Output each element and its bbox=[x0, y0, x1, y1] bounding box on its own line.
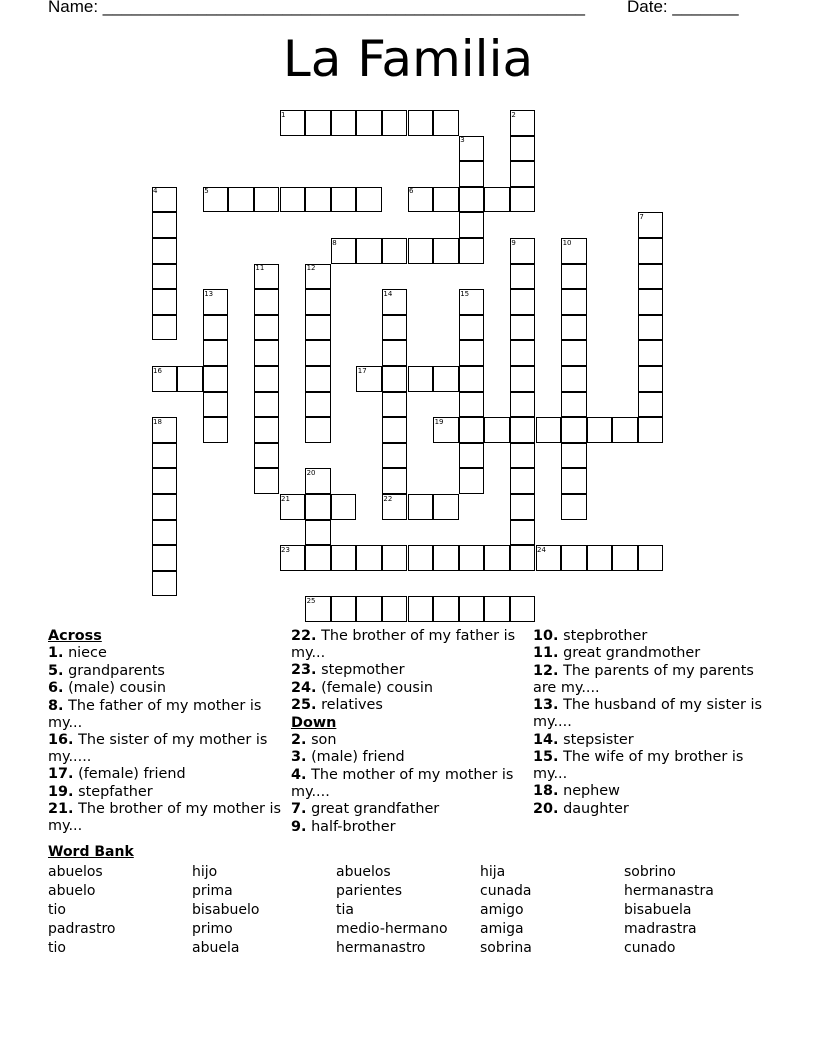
grid-cell[interactable] bbox=[408, 596, 434, 622]
grid-cell[interactable] bbox=[561, 315, 587, 341]
clue-down-18: 18. nephew bbox=[533, 783, 620, 800]
grid-cell[interactable] bbox=[331, 187, 357, 213]
word-bank-item: abuela bbox=[192, 940, 240, 956]
across-heading: Across bbox=[48, 628, 102, 644]
clue-number-label: 24 bbox=[537, 545, 546, 554]
grid-cell[interactable] bbox=[433, 596, 459, 622]
grid-cell[interactable] bbox=[561, 264, 587, 290]
word-bank-item: prima bbox=[192, 883, 233, 899]
grid-cell[interactable] bbox=[203, 366, 229, 392]
grid-cell[interactable] bbox=[484, 417, 510, 443]
grid-cell[interactable] bbox=[152, 571, 178, 597]
word-bank-item: abuelo bbox=[48, 883, 96, 899]
word-bank-item: amiga bbox=[480, 921, 524, 937]
word-bank-item: cunada bbox=[480, 883, 532, 899]
grid-cell[interactable] bbox=[305, 340, 331, 366]
word-bank-item: medio-hermano bbox=[336, 921, 448, 937]
clue-number-label: 21 bbox=[281, 494, 290, 503]
grid-cell[interactable] bbox=[152, 494, 178, 520]
clue-number-label: 16 bbox=[153, 366, 162, 375]
grid-cell[interactable] bbox=[152, 520, 178, 546]
grid-cell[interactable] bbox=[152, 289, 178, 315]
word-bank-item: tio bbox=[48, 902, 66, 918]
clue-across-21: 21. The brother of my mother is my... bbox=[48, 801, 282, 835]
grid-cell[interactable] bbox=[459, 340, 485, 366]
grid-cell[interactable] bbox=[459, 417, 485, 443]
grid-cell[interactable] bbox=[177, 366, 203, 392]
clue-down-4: 4. The mother of my mother is my.... bbox=[291, 766, 514, 800]
word-bank-item: madrastra bbox=[624, 921, 697, 937]
word-bank-item: primo bbox=[192, 921, 233, 937]
grid-cell[interactable] bbox=[408, 238, 434, 264]
grid-cell[interactable] bbox=[356, 545, 382, 571]
grid-cell[interactable] bbox=[152, 315, 178, 341]
grid-cell[interactable] bbox=[305, 520, 331, 546]
grid-cell[interactable] bbox=[433, 494, 459, 520]
clue-number-label: 25 bbox=[306, 596, 316, 605]
grid-cell[interactable] bbox=[382, 366, 408, 392]
grid-cell[interactable] bbox=[254, 187, 280, 213]
word-bank-item: parientes bbox=[336, 883, 402, 899]
clue-across-17: 17. (female) friend bbox=[48, 766, 186, 783]
grid-cell[interactable] bbox=[152, 443, 178, 469]
word-bank-item: hija bbox=[480, 864, 506, 880]
name-field-label: Name: ___________________________________________________ bbox=[48, 0, 585, 16]
grid-cell[interactable] bbox=[408, 366, 434, 392]
word-bank-item: hermanastra bbox=[624, 883, 714, 899]
clues-column-1 bbox=[48, 628, 284, 836]
grid-cell[interactable] bbox=[356, 187, 382, 213]
grid-cell[interactable] bbox=[510, 443, 536, 469]
word-bank-item: padrastro bbox=[48, 921, 116, 937]
grid-cell[interactable] bbox=[382, 392, 408, 418]
grid-cell[interactable] bbox=[510, 289, 536, 315]
clue-number-label: 12 bbox=[306, 264, 316, 273]
grid-cell[interactable] bbox=[561, 392, 587, 418]
clue-down-7: 7. great grandfather bbox=[291, 801, 440, 818]
grid-cell[interactable] bbox=[331, 110, 357, 136]
clue-across-25: 25. relatives bbox=[291, 697, 383, 714]
clue-down-10: 10. stepbrother bbox=[533, 628, 648, 644]
clues-column-3 bbox=[533, 628, 769, 818]
grid-cell[interactable] bbox=[228, 187, 254, 213]
grid-cell[interactable] bbox=[510, 366, 536, 392]
grid-cell[interactable] bbox=[382, 417, 408, 443]
clue-down-9: 9. half-brother bbox=[291, 818, 396, 835]
clue-number-label: 10 bbox=[562, 238, 572, 247]
grid-cell[interactable] bbox=[433, 187, 459, 213]
grid-cell[interactable] bbox=[331, 596, 357, 622]
grid-cell[interactable] bbox=[638, 264, 664, 290]
grid-cell[interactable] bbox=[561, 289, 587, 315]
clue-number-label: 1 bbox=[281, 110, 286, 119]
grid-cell[interactable] bbox=[459, 545, 485, 571]
grid-cell[interactable] bbox=[459, 212, 485, 238]
grid-cell[interactable] bbox=[254, 315, 280, 341]
grid-cell[interactable] bbox=[305, 494, 331, 520]
grid-cell[interactable] bbox=[408, 545, 434, 571]
grid-cell[interactable] bbox=[484, 187, 510, 213]
grid-cell[interactable] bbox=[305, 366, 331, 392]
word-bank-item: amigo bbox=[480, 902, 524, 918]
grid-cell[interactable] bbox=[152, 468, 178, 494]
grid-cell[interactable] bbox=[638, 366, 664, 392]
clue-number-label: 19 bbox=[434, 417, 444, 426]
grid-cell[interactable] bbox=[459, 187, 485, 213]
grid-cell[interactable] bbox=[510, 340, 536, 366]
grid-cell[interactable] bbox=[561, 494, 587, 520]
clue-number-label: 20 bbox=[306, 468, 316, 477]
grid-cell[interactable] bbox=[510, 264, 536, 290]
clue-number-label: 9 bbox=[511, 238, 516, 247]
grid-cell[interactable] bbox=[331, 545, 357, 571]
grid-cell[interactable] bbox=[382, 315, 408, 341]
clue-across-8: 8. The father of my mother is my... bbox=[48, 697, 262, 731]
grid-cell[interactable] bbox=[459, 161, 485, 187]
grid-cell[interactable] bbox=[203, 392, 229, 418]
grid-cell[interactable] bbox=[305, 289, 331, 315]
clue-across-24: 24. (female) cousin bbox=[291, 679, 433, 696]
grid-cell[interactable] bbox=[356, 110, 382, 136]
grid-cell[interactable] bbox=[203, 417, 229, 443]
clue-number-label: 22 bbox=[383, 494, 393, 503]
clue-down-11: 11. great grandmother bbox=[533, 645, 701, 662]
grid-cell[interactable] bbox=[331, 494, 357, 520]
clue-across-16: 16. The sister of my mother is my..... bbox=[48, 731, 268, 765]
grid-cell[interactable] bbox=[356, 238, 382, 264]
grid-cell[interactable] bbox=[638, 417, 664, 443]
word-bank-item: hijo bbox=[192, 864, 218, 880]
clue-number-label: 5 bbox=[204, 187, 209, 196]
clue-across-6: 6. (male) cousin bbox=[48, 680, 167, 697]
grid-cell[interactable] bbox=[382, 468, 408, 494]
word-bank-item: sobrina bbox=[480, 940, 532, 956]
grid-cell[interactable] bbox=[433, 238, 459, 264]
clue-across-22: 22. The brother of my father is my... bbox=[291, 628, 516, 661]
grid-cell[interactable] bbox=[433, 545, 459, 571]
clue-number-label: 23 bbox=[281, 545, 290, 554]
grid-cell[interactable] bbox=[510, 136, 536, 162]
grid-cell[interactable] bbox=[254, 289, 280, 315]
grid-cell[interactable] bbox=[484, 545, 510, 571]
grid-cell[interactable] bbox=[459, 238, 485, 264]
clue-across-5: 5. grandparents bbox=[48, 662, 165, 679]
clues-column-2 bbox=[291, 628, 527, 836]
clue-number-label: 17 bbox=[357, 366, 367, 375]
grid-cell[interactable] bbox=[254, 340, 280, 366]
grid-cell[interactable] bbox=[638, 238, 664, 264]
grid-cell[interactable] bbox=[510, 315, 536, 341]
grid-cell[interactable] bbox=[433, 366, 459, 392]
grid-cell[interactable] bbox=[433, 110, 459, 136]
grid-cell[interactable] bbox=[305, 315, 331, 341]
grid-cell[interactable] bbox=[305, 545, 331, 571]
word-bank-heading: Word Bank bbox=[48, 844, 134, 860]
grid-cell[interactable] bbox=[561, 417, 587, 443]
grid-cell[interactable] bbox=[510, 392, 536, 418]
grid-cell[interactable] bbox=[382, 340, 408, 366]
clue-number-label: 11 bbox=[255, 264, 265, 273]
clue-number-label: 2 bbox=[511, 110, 516, 119]
grid-cell[interactable] bbox=[254, 366, 280, 392]
page-title: La Familia bbox=[282, 30, 534, 88]
grid-cell[interactable] bbox=[510, 417, 536, 443]
grid-cell[interactable] bbox=[254, 417, 280, 443]
clue-across-1: 1. niece bbox=[48, 645, 107, 662]
grid-cell[interactable] bbox=[280, 187, 306, 213]
grid-cell[interactable] bbox=[382, 545, 408, 571]
grid-cell[interactable] bbox=[152, 545, 178, 571]
clue-number-label: 6 bbox=[409, 187, 414, 196]
grid-cell[interactable] bbox=[203, 340, 229, 366]
grid-cell[interactable] bbox=[510, 494, 536, 520]
grid-cell[interactable] bbox=[152, 238, 178, 264]
grid-cell[interactable] bbox=[459, 596, 485, 622]
grid-cell[interactable] bbox=[152, 264, 178, 290]
grid-cell[interactable] bbox=[305, 392, 331, 418]
grid-cell[interactable] bbox=[510, 520, 536, 546]
grid-cell[interactable] bbox=[536, 417, 562, 443]
grid-cell[interactable] bbox=[382, 238, 408, 264]
grid-cell[interactable] bbox=[305, 110, 331, 136]
word-bank-item: abuelos bbox=[48, 864, 103, 880]
grid-cell[interactable] bbox=[459, 443, 485, 469]
clue-number-label: 3 bbox=[460, 136, 465, 145]
date-field-label: Date: _______ bbox=[627, 0, 739, 16]
clue-number-label: 7 bbox=[639, 212, 644, 221]
word-bank-item: bisabuelo bbox=[192, 902, 260, 918]
clue-down-14: 14. stepsister bbox=[533, 731, 634, 748]
grid-cell[interactable] bbox=[638, 340, 664, 366]
grid-cell[interactable] bbox=[459, 468, 485, 494]
word-bank-item: tia bbox=[336, 902, 354, 918]
grid-cell[interactable] bbox=[356, 596, 382, 622]
clue-number-label: 15 bbox=[460, 289, 470, 298]
grid-cell[interactable] bbox=[561, 443, 587, 469]
grid-cell[interactable] bbox=[382, 110, 408, 136]
grid-cell[interactable] bbox=[510, 545, 536, 571]
clue-across-23: 23. stepmother bbox=[291, 662, 405, 679]
clue-down-15: 15. The wife of my brother is my... bbox=[533, 748, 744, 782]
grid-cell[interactable] bbox=[382, 596, 408, 622]
grid-cell[interactable] bbox=[510, 187, 536, 213]
clue-number-label: 4 bbox=[153, 187, 158, 196]
grid-cell[interactable] bbox=[254, 468, 280, 494]
clue-down-13: 13. The husband of my sister is my.... bbox=[533, 697, 762, 731]
word-bank-item: sobrino bbox=[624, 864, 676, 880]
grid-cell[interactable] bbox=[152, 212, 178, 238]
clue-down-20: 20. daughter bbox=[533, 800, 629, 817]
grid-cell[interactable] bbox=[587, 545, 613, 571]
grid-cell[interactable] bbox=[612, 545, 638, 571]
word-bank-item: abuelos bbox=[336, 864, 391, 880]
clue-number-label: 13 bbox=[204, 289, 214, 298]
word-bank-item: cunado bbox=[624, 940, 676, 956]
grid-cell[interactable] bbox=[408, 110, 434, 136]
grid-cell[interactable] bbox=[305, 187, 331, 213]
word-bank bbox=[48, 863, 768, 958]
clue-down-12: 12. The parents of my parents are my.... bbox=[533, 662, 754, 696]
grid-cell[interactable] bbox=[612, 417, 638, 443]
grid-cell[interactable] bbox=[305, 417, 331, 443]
clue-down-2: 2. son bbox=[291, 731, 337, 748]
grid-cell[interactable] bbox=[638, 315, 664, 341]
down-heading: Down bbox=[291, 714, 337, 731]
grid-cell[interactable] bbox=[459, 366, 485, 392]
word-bank-item: hermanastro bbox=[336, 940, 426, 956]
grid-cell[interactable] bbox=[510, 468, 536, 494]
clue-across-19: 19. stepfather bbox=[48, 783, 153, 800]
word-bank-item: bisabuela bbox=[624, 902, 692, 918]
grid-cell[interactable] bbox=[459, 315, 485, 341]
clue-number-label: 8 bbox=[332, 238, 337, 247]
grid-cell[interactable] bbox=[638, 392, 664, 418]
grid-cell[interactable] bbox=[408, 494, 434, 520]
grid-cell[interactable] bbox=[203, 315, 229, 341]
clue-down-3: 3. (male) friend bbox=[291, 749, 405, 766]
grid-cell[interactable] bbox=[561, 468, 587, 494]
clue-number-label: 14 bbox=[383, 289, 393, 298]
grid-cell[interactable] bbox=[561, 366, 587, 392]
grid-cell[interactable] bbox=[561, 340, 587, 366]
grid-cell[interactable] bbox=[561, 545, 587, 571]
grid-cell[interactable] bbox=[638, 545, 664, 571]
grid-cell[interactable] bbox=[254, 392, 280, 418]
grid-cell[interactable] bbox=[638, 289, 664, 315]
grid-cell[interactable] bbox=[254, 443, 280, 469]
grid-cell[interactable] bbox=[484, 596, 510, 622]
word-bank-item: tio bbox=[48, 940, 66, 956]
grid-cell[interactable] bbox=[510, 596, 536, 622]
grid-cell[interactable] bbox=[382, 443, 408, 469]
grid-cell[interactable] bbox=[587, 417, 613, 443]
clue-number-label: 18 bbox=[153, 417, 162, 426]
grid-cell[interactable] bbox=[459, 392, 485, 418]
grid-cell[interactable] bbox=[510, 161, 536, 187]
